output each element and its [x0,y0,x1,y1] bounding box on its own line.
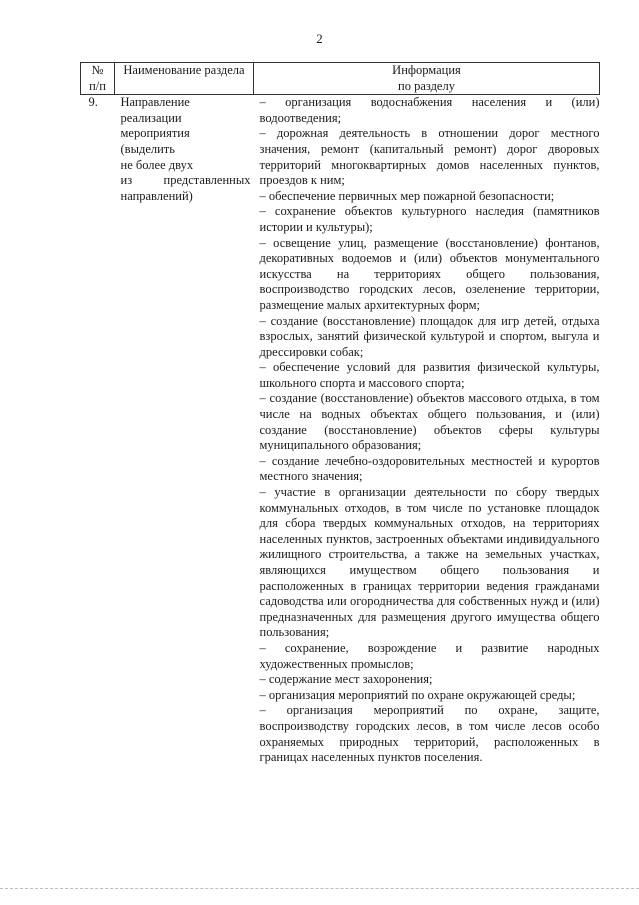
list-item: – дорожная деятельность в отношении дорог местного значения, ремонт (капитальный ремонт) дорог дворовых территорий многоквартирных домов населенных пунктов, проездов к ним; [259,126,600,188]
header-number-abbrev: п/п [89,78,106,93]
section-name-line: Направление [120,95,190,110]
header-section-name-label: Наименование раздела [123,63,245,77]
section-name-line: не более двух [120,157,194,172]
sections-table [80,62,600,766]
header-number [81,63,115,95]
table-header [81,63,600,95]
list-item: – содержание мест захоронения; [259,672,433,687]
header-info-line-2: по разделу [398,78,455,93]
list-item: – организация мероприятий по охране окружающей среды; [259,687,576,702]
list-item: – освещение улиц, размещение (восстановление) фонтанов, декоративных водоемов и (или) объектов монументального искусства на территориях общего пользования, воспроизводство городских лесов, озеленение территории, размещение малых архитектурных форм; [259,235,600,312]
row-section-info [254,95,600,766]
list-item: – создание (восстановление) объектов массового отдыха, в том числе на водных объектах общего пользования, и (или) создание (восстановление) объектов сферы культуры муниципального образования; [259,391,600,453]
page-number: 2 [316,31,323,46]
section-name-line: (выделить [120,141,175,156]
list-item: – сохранение, возрождение и развитие народных художественных промыслов; [259,640,600,671]
list-item: – обеспечение первичных мер пожарной безопасности; [259,188,555,203]
header-section-info [254,63,600,95]
list-item: – организация водоснабжения населения и (или) водоотведения; [259,95,600,125]
section-name-line: реализации [120,110,182,125]
scan-edge-divider [0,888,639,889]
header-info-line-1: Информация [392,63,461,77]
header-section-name [115,63,254,95]
list-item: – создание (восстановление) площадок для игр детей, отдыха взрослых, занятий физической культурой и спортом, выгула и дрессировки собак; [259,313,600,359]
row-number: 9. [88,95,98,110]
list-item: – организация мероприятий по охране, защите, воспроизводству городских лесов, в том числе лесов особо охраняемых природных территорий, расположенных в границах населенных пунктов поселения. [259,703,600,765]
list-item: – сохранение объектов культурного наследия (памятников истории и культуры); [259,204,600,234]
section-name-line: направлений) [120,188,193,203]
section-name-line: из представленных [120,173,251,188]
table-row [81,95,600,766]
header-number-symbol: № [91,63,104,77]
list-item: – обеспечение условий для развития физической культуры, школьного спорта и массового спорта; [259,360,600,390]
list-item: – создание лечебно-оздоровительных местностей и курортов местного значения; [259,453,600,484]
list-item: – участие в организации деятельности по сбору твердых коммунальных отходов, в том числе по установке площадок для сбора твердых коммунальных отходов, на территориях населенных пунктов, застроенных объектами индивидуального жилищного строительства, а также на земельных участках, являющихся имуществом общего пользования и расположенных в границах территории ведения гражданами садоводства или огородничества для собственных нужд и (или) предназначенных для размещения другого имущества общего пользования; [259,485,600,640]
section-name-line: мероприятия [120,126,190,141]
row-section-name [115,95,254,766]
